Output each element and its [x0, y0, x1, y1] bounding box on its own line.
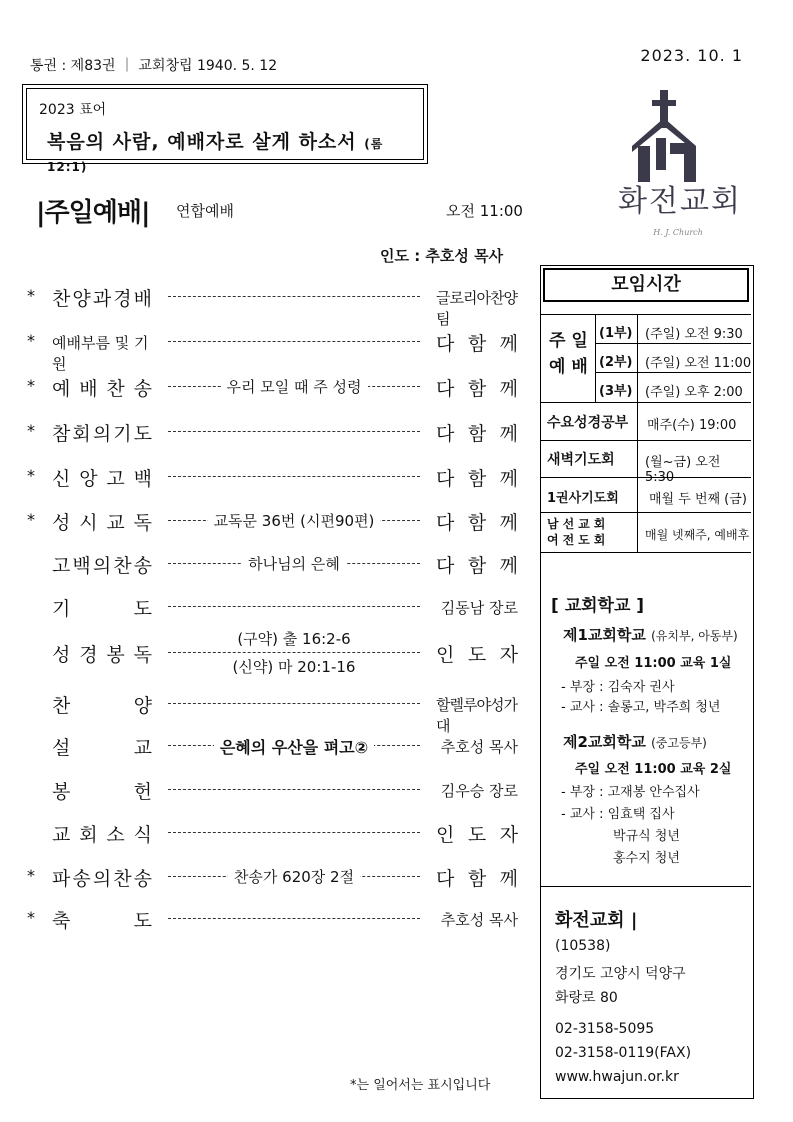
order-item: 예 배 찬 송 [52, 378, 152, 400]
order-item: 기 도 [52, 598, 152, 620]
order-detail: (구약) 출 16:2-6 [231, 630, 356, 648]
school1-teacher: - 교사 : 솔롱고, 박주희 청년 [561, 700, 721, 715]
motto-year: 2023 표어 [39, 102, 107, 118]
part1: (1부) [599, 326, 633, 341]
motto-text: 복음의 사람, 예배자로 살게 하소서 (롬12:1) [47, 131, 384, 174]
order-performer: 추호성 목사 [440, 911, 518, 929]
contact-fax: 02-3158-0119(FAX) [555, 1045, 692, 1061]
school2-teacher: - 교사 : 임효택 집사 [561, 807, 675, 822]
contact-addr2: 화랑로 80 [555, 990, 618, 1006]
church-logo [600, 88, 760, 253]
standing-mark: * [27, 466, 35, 485]
contact-addr1: 경기도 고양시 덕양구 [555, 966, 686, 982]
school2-head: - 부장 : 고재봉 안수집사 [561, 785, 700, 800]
standing-mark: * [27, 286, 35, 305]
order-detail: 우리 모일 때 주 성령 [221, 378, 368, 396]
order-item: 성 경 봉 독 [52, 644, 152, 666]
order-row [0, 864, 540, 894]
order-item: 예배부름 및 기원 [52, 334, 149, 373]
order-item: 신 앙 고 백 [52, 468, 152, 490]
contact-church-name: 화전교회 | [555, 910, 638, 931]
order-row [0, 630, 540, 676]
standing-mark: * [27, 331, 35, 350]
order-detail: 교독문 36번 (시편90편) [208, 512, 381, 530]
order-row [0, 374, 540, 404]
service-title: |주일예배| [36, 198, 150, 228]
order-row [0, 551, 540, 581]
service-leader: 인도 : 추호성 목사 [380, 247, 504, 265]
school-title: [ 교회학교 ] [551, 596, 645, 616]
part2: (2부) [599, 355, 633, 370]
order-performer: 할렐루야성가대 [436, 696, 517, 735]
dawn-time: (월~금) 오전 5:30 [645, 455, 721, 485]
order-item: 교 회 소 식 [52, 824, 152, 846]
order-performer: 인 도 자 [436, 644, 518, 666]
dawn-prayer: 새벽기도회 [547, 452, 615, 468]
school2-time: 주일 오전 11:00 교육 2실 [575, 762, 732, 777]
order-item: 파 송 의 찬 송 [52, 868, 152, 890]
order-performer: 인 도 자 [436, 824, 518, 846]
order-detail: 은혜의 우산을 펴고② [214, 738, 374, 757]
order-row [0, 906, 540, 936]
school1-name: 제1교회학교 (유치부, 아동부) [563, 626, 738, 644]
school2-teacher2: 박규식 청년 [613, 829, 680, 844]
mission-groups: 남선교회 여전도회 [547, 517, 610, 547]
order-performer: 다 함 께 [436, 468, 518, 490]
order-detail: 하나님의 은혜 [242, 555, 346, 573]
deaconess-prayer: 1권사기도회 [547, 491, 619, 506]
footnote: *는 일어서는 표시입니다 [350, 1078, 491, 1093]
order-row [0, 329, 540, 373]
sunday-worship-label: 주 일 예 배 [549, 331, 588, 377]
school2-teacher3: 홍수지 청년 [613, 851, 680, 866]
order-performer: 김우승 장로 [440, 782, 518, 800]
order-performer: 다 함 께 [436, 868, 518, 890]
school1-head: - 부장 : 김숙자 권사 [561, 680, 675, 695]
motto-box [22, 84, 428, 174]
order-item: 찬 양 [52, 695, 152, 717]
order-item: 축 도 [52, 910, 152, 932]
order-row [0, 594, 540, 624]
standing-mark: * [27, 908, 35, 927]
standing-mark: * [27, 866, 35, 885]
order-detail-2: (신약) 마 20:1-16 [227, 658, 362, 676]
mission-time: 매월 넷째주, 예배후 [645, 528, 750, 542]
volume-info: 통권 : 제83권 ｜ 교회창립 1940. 5. 12 [30, 58, 278, 74]
order-item: 성 시 교 독 [52, 512, 152, 534]
part3-time: (주일) 오후 2:00 [645, 385, 743, 400]
school2-name: 제2교회학교 (중고등부) [563, 733, 707, 751]
standing-mark: * [27, 421, 35, 440]
standing-mark: * [27, 510, 35, 529]
contact-zip: (10538) [555, 938, 611, 954]
bulletin-date: 2023. 10. 1 [640, 46, 743, 65]
order-item: 찬 양 과 경 배 [52, 288, 152, 310]
order-item: 설 교 [52, 737, 152, 759]
order-performer: 김동남 장로 [440, 599, 518, 617]
order-row [0, 419, 540, 449]
church-logo-sub: H. J. Church [653, 228, 703, 237]
contact-tel: 02-3158-5095 [555, 1021, 655, 1037]
order-item: 봉 헌 [52, 781, 152, 803]
meetings-title: 모임시간 [543, 268, 749, 302]
order-detail: 찬송가 620장 2절 [228, 868, 360, 886]
wednesday-study: 수요성경공부 [547, 415, 629, 431]
order-performer: 추호성 목사 [440, 738, 518, 756]
order-row [0, 733, 540, 763]
order-item: 참 회 의 기 도 [52, 423, 152, 445]
part3: (3부) [599, 384, 633, 399]
deaconess-time: 매월 두 번째 (금) [649, 492, 747, 507]
order-performer: 글로리아찬양팀 [436, 289, 517, 328]
sidebar [540, 265, 754, 1099]
order-row [0, 820, 540, 850]
wednesday-time: 매주(수) 19:00 [647, 418, 737, 433]
part1-time: (주일) 오전 9:30 [645, 327, 743, 342]
contact-web[interactable]: www.hwajun.or.kr [555, 1069, 679, 1085]
order-row [0, 777, 540, 807]
order-row [0, 464, 540, 494]
service-time: 오전 11:00 [446, 202, 523, 220]
part2-time: (주일) 오전 11:00 [645, 356, 752, 371]
church-name-logo: 화전교회 [618, 184, 742, 219]
standing-mark: * [27, 376, 35, 395]
order-item: 고 백 의 찬 송 [52, 555, 152, 577]
order-row [0, 284, 540, 328]
order-performer: 다 함 께 [436, 333, 518, 355]
order-performer: 다 함 께 [436, 423, 518, 445]
order-performer: 다 함 께 [436, 555, 518, 577]
order-performer: 다 함 께 [436, 378, 518, 400]
school1-time: 주일 오전 11:00 교육 1실 [575, 656, 732, 671]
service-type: 연합예배 [176, 202, 234, 220]
order-row [0, 508, 540, 538]
order-row [0, 691, 540, 735]
order-performer: 다 함 께 [436, 512, 518, 534]
